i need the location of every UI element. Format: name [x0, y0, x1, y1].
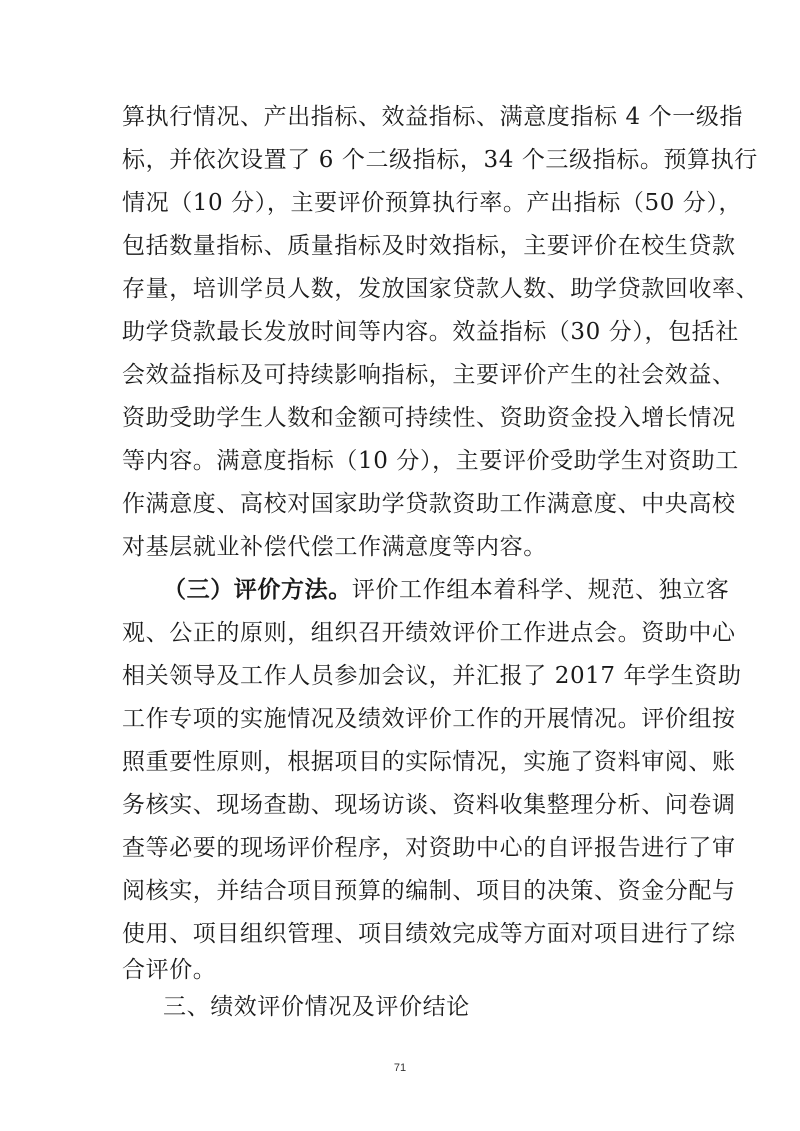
paragraph-line: 观、公正的原则，组织召开绩效评价工作进点会。资助中心 — [122, 620, 736, 646]
paragraph-line: 包括数量指标、质量指标及时效指标，主要评价在校生贷款 — [122, 233, 736, 259]
paragraph-line: 资助受助学生人数和金额可持续性、资助资金投入增长情况 — [122, 405, 736, 431]
paragraph-line: 会效益指标及可持续影响指标，主要评价产生的社会效益、 — [122, 362, 736, 388]
paragraph-line: 作满意度、高校对国家助学贷款资助工作满意度、中央高校 — [122, 491, 736, 517]
paragraph-line: 评价工作组本着科学、规范、独立客 — [351, 577, 730, 603]
paragraph-line: 情况（10 分），主要评价预算执行率。产出指标（50 分）， — [122, 190, 743, 216]
paragraph-line: 合评价。 — [122, 957, 217, 983]
chapter-heading: 三、绩效评价情况及评价结论 — [163, 994, 470, 1020]
paragraph-line: 助学贷款最长发放时间等内容。效益指标（30 分），包括社 — [122, 319, 739, 345]
page-number: 71 — [393, 1062, 407, 1074]
paragraph-line: 工作专项的实施情况及绩效评价工作的开展情况。评价组按 — [122, 706, 736, 732]
paragraph-line: 标，并依次设置了 6 个二级指标，34 个三级指标。预算执行 — [122, 147, 758, 173]
paragraph-line: 查等必要的现场评价程序，对资助中心的自评报告进行了审 — [122, 835, 736, 861]
section-first-line — [163, 576, 730, 604]
paragraph-line: 使用、项目组织管理、项目绩效完成等方面对项目进行了综 — [122, 921, 736, 947]
paragraph-line: 相关领导及工作人员参加会议，并汇报了 2017 年学生资助 — [122, 663, 742, 689]
paragraph-line: 务核实、现场查勘、现场访谈、资料收集整理分析、问卷调 — [122, 792, 736, 818]
paragraph-line: 照重要性原则，根据项目的实际情况，实施了资料审阅、账 — [122, 749, 736, 775]
section-title: （三）评价方法。 — [163, 577, 352, 603]
paragraph-line: 对基层就业补偿代偿工作满意度等内容。 — [122, 534, 547, 560]
paragraph-line: 等内容。满意度指标（10 分），主要评价受助学生对资助工 — [122, 448, 739, 474]
paragraph-line: 阅核实，并结合项目预算的编制、项目的决策、资金分配与 — [122, 878, 736, 904]
paragraph-line: 存量，培训学员人数，发放国家贷款人数、助学贷款回收率、 — [122, 276, 760, 302]
paragraph-line: 算执行情况、产出指标、效益指标、满意度指标 4 个一级指 — [122, 104, 744, 130]
